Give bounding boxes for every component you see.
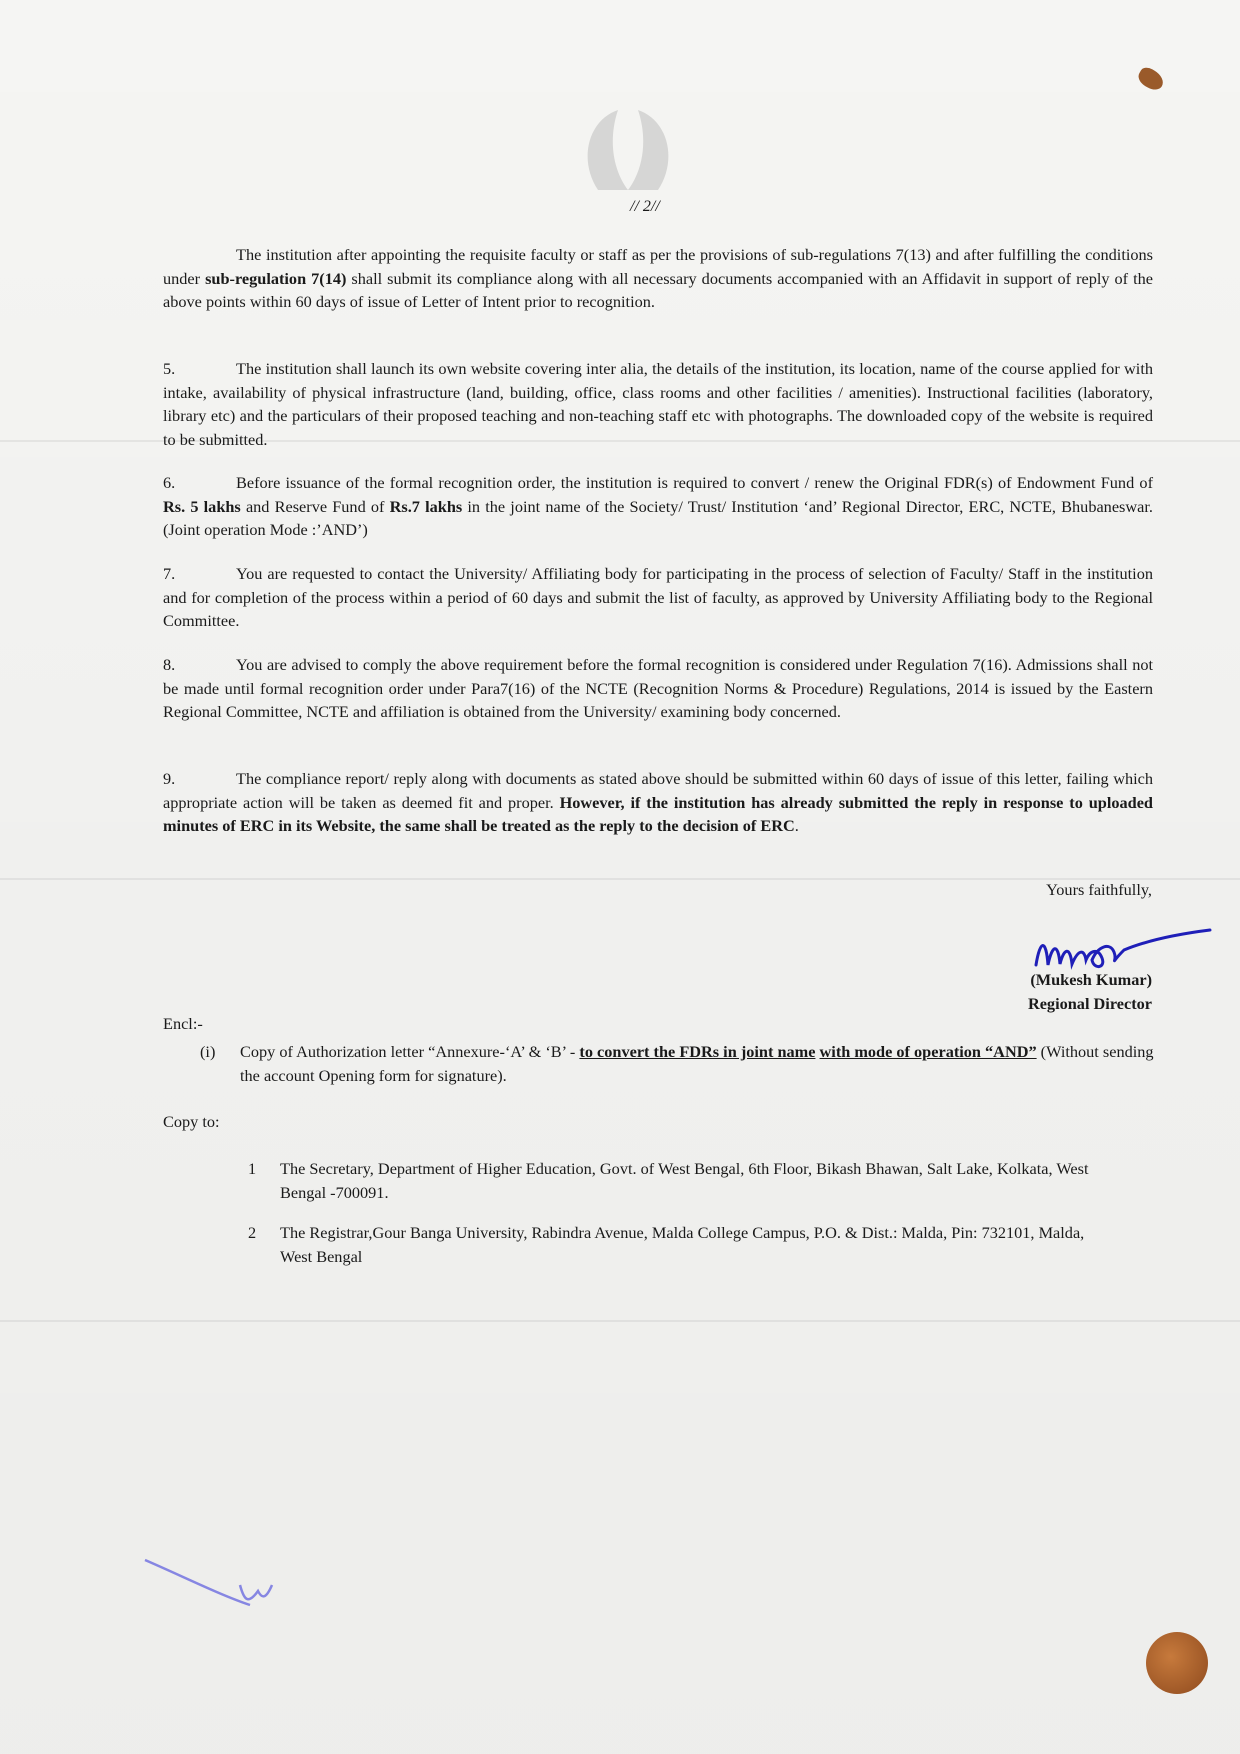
enclosure-text: Copy of Authorization letter “Annexure-‘A’ & ‘B’ - xyxy=(240,1042,580,1061)
paragraph-text: You are advised to comply the above requirement before the formal recognition is considered under Regulation 7(16). Admissions shall not be made until formal recognition order under Para7(16) of the NCTE (Recognition Norms & Procedure) Regulations, 2014 is issued by the Eastern Regional Committee, NCTE and affiliation is obtained from the University/ examining body concerned. xyxy=(163,655,1153,721)
paragraph-8 xyxy=(163,653,1153,724)
page-marker: // 2// xyxy=(630,198,660,215)
paragraph-number: 5. xyxy=(163,359,176,378)
paragraph-text: The institution after appointing the requisite faculty or staff as per the provisions of sub-regulations 7(13) and after fulfilling the conditions under xyxy=(163,245,1153,288)
paragraph-text: The institution shall launch its own website covering inter alia, the details of the institution, its location, name of the course applied for with intake, availability of physical infrastructure (land, building, office, class rooms and other facilities / amenities). Instructional facilities (laboratory, library etc) and the particulars of their proposed teaching and non-teaching staff etc with photographs. The downloaded copy of the website is required to be submitted. xyxy=(163,359,1153,449)
paragraph-6 xyxy=(163,471,1153,542)
paragraph-7 xyxy=(163,562,1153,633)
fold-line xyxy=(0,1320,1240,1322)
enclosure-label: Encl:- xyxy=(163,1014,203,1033)
paragraph-number: 9. xyxy=(163,769,176,788)
paragraph-5 xyxy=(163,357,1153,451)
copy-to-item xyxy=(248,1157,1118,1204)
paragraph-9 xyxy=(163,767,1153,838)
paragraph-bold: However, if the institution has already submitted the reply in response to uploaded minutes of ERC in its Website, the same shall be treated as the reply to the decision of ERC xyxy=(163,792,1153,835)
signatory-title: Regional Director xyxy=(1027,993,1152,1013)
paragraph-bold: Rs. 5 lakhs xyxy=(163,496,241,516)
copy-to-item xyxy=(248,1221,1118,1268)
copy-to-item-number: 1 xyxy=(248,1159,257,1178)
copy-to-item-text: The Secretary, Department of Higher Education, Govt. of West Bengal, 6th Floor, Bikash Bhawan, Salt Lake, Kolkata, West Bengal -700091. xyxy=(280,1159,1089,1202)
signatory-name: (Mukesh Kumar) xyxy=(1030,970,1152,989)
paragraph-text: . xyxy=(794,816,799,835)
stain-mark xyxy=(1146,1632,1208,1694)
enclosure-text: (Without sending the account Opening form for signature). xyxy=(240,1042,1154,1085)
paragraph-number: 8. xyxy=(163,655,176,674)
paragraph-text: shall submit its compliance along with all necessary documents accompanied with an Affidavit in support of reply of the above points within 60 days of issue of Letter of Intent prior to recognition. xyxy=(163,268,1154,311)
paragraph-text: The compliance report/ reply along with documents as stated above should be submitted within 60 days of issue of this letter, failing which appropriate action will be taken as deemed fit and proper. xyxy=(163,769,1153,812)
yours-faithfully: Yours faithfully, xyxy=(1046,880,1152,899)
paragraph-number: 7. xyxy=(163,564,176,583)
paragraph-text: in the joint name of the Society/ Trust/ Institution ‘and’ Regional Director, ERC, NCTE, Bhubaneswar.(Joint operation Mode :’AND’) xyxy=(163,496,1153,539)
copy-to-item-number: 2 xyxy=(248,1223,257,1242)
stain-mark xyxy=(1135,65,1167,94)
paragraph-4 xyxy=(163,243,1153,314)
enclosure-underlined: to convert the FDRs in joint name xyxy=(579,1042,816,1061)
paragraph-bold: sub-regulation 7(14) xyxy=(205,268,347,288)
faded-logo-icon xyxy=(568,100,688,210)
paragraph-number: 6. xyxy=(163,473,176,492)
signatory-block xyxy=(1028,968,1152,1015)
copy-to-label: Copy to: xyxy=(163,1112,220,1131)
pen-mark-icon xyxy=(140,1555,280,1615)
paragraph-text: and Reserve Fund of xyxy=(240,496,390,516)
paragraph-text: You are requested to contact the University/ Affiliating body for participating in the process of selection of Faculty/ Staff in the institution and for completion of the process within a period of 60 days and submit the list of faculty, as approved by University Affiliating body to the Regional Committee. xyxy=(163,564,1153,630)
enclosure-item-mark: (i) xyxy=(200,1042,216,1061)
paragraph-bold: Rs.7 lakhs xyxy=(389,496,463,516)
enclosure-item xyxy=(200,1040,1155,1087)
enclosure-underlined: with mode of operation “AND” xyxy=(819,1042,1037,1061)
paragraph-text: Before issuance of the formal recognition order, the institution is required to convert / renew the Original FDR(s) of Endowment Fund of xyxy=(236,473,1153,492)
copy-to-item-text: The Registrar,Gour Banga University, Rabindra Avenue, Malda College Campus, P.O. & Dist.: Malda, Pin: 732101, Malda, West Bengal xyxy=(280,1223,1085,1266)
